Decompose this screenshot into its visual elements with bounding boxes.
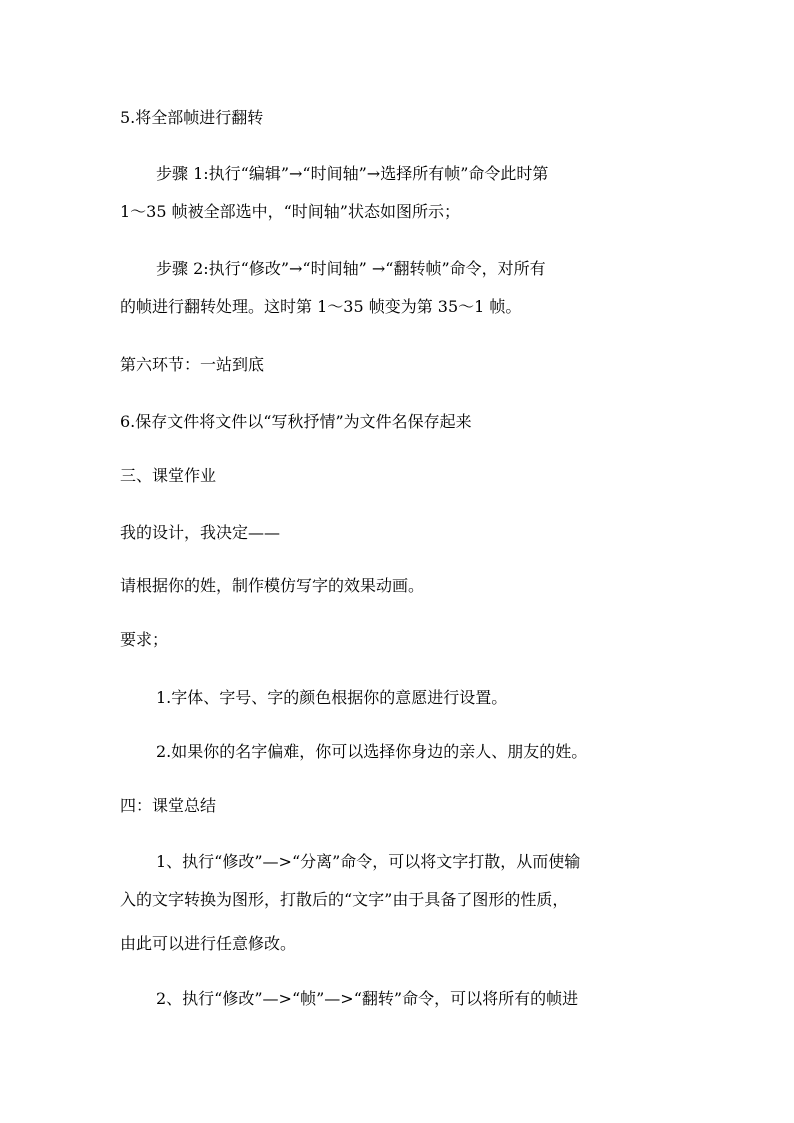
summary-2-line-1: 2、执行“修改”—>“帧”—>“翻转”命令，可以将所有的帧进 [156,989,579,1008]
summary-1-line-2: 入的文字转换为图形，打散后的“文字”由于具备了图形的性质， [120,890,569,909]
section-heading-homework: 三、课堂作业 [120,466,217,485]
step-1-line-2: 1～35 帧被全部选中，“时间轴”状态如图所示； [120,202,460,221]
section-heading-flip-frames: 5.将全部帧进行翻转 [120,108,264,127]
requirements-heading: 要求； [120,630,169,649]
step-2-line-1: 步骤 2:执行“修改”→“时间轴” →“翻转帧”命令，对所有 [156,259,546,278]
requirement-1: 1.字体、字号、字的颜色根据你的意愿进行设置。 [156,688,508,707]
step-1-line-1: 步骤 1:执行“编辑”→“时间轴”→选择所有帧”命令此时第 [156,164,549,183]
requirement-2: 2.如果你的名字偏难，你可以选择你身边的亲人、朋友的姓。 [156,742,588,761]
section-heading-summary: 四：课堂总结 [120,796,217,815]
section-heading-stage-six: 第六环节：一站到底 [120,355,265,374]
homework-task: 请根据你的姓，制作模仿写字的效果动画。 [120,576,425,595]
step-2-line-2: 的帧进行翻转处理。这时第 1～35 帧变为第 35～1 帧。 [120,297,522,316]
save-file-instruction: 6.保存文件将文件以“写秋抒情”为文件名保存起来 [120,412,472,431]
summary-1-line-3: 由此可以进行任意修改。 [120,934,297,953]
summary-1-line-1: 1、执行“修改”—>“分离”命令，可以将文字打散，从而使输 [156,852,581,871]
homework-intro: 我的设计，我决定—— [120,523,281,542]
